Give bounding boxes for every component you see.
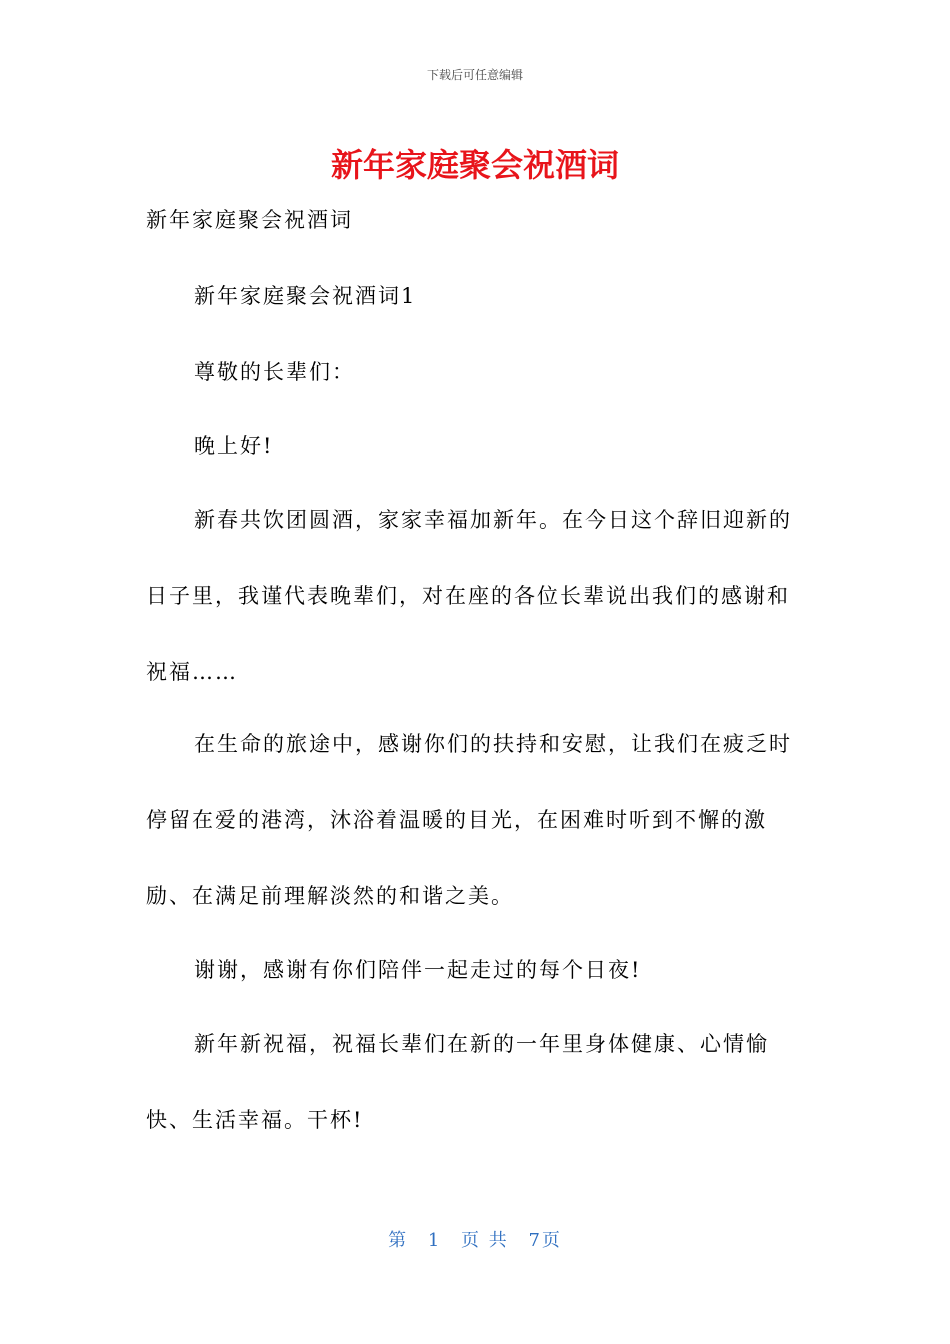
document-subtitle: 新年家庭聚会祝酒词 — [146, 208, 353, 232]
footer-total-pages: 7页 — [528, 1230, 562, 1251]
page-footer — [0, 1226, 950, 1252]
paragraph-1: 新春共饮团圆酒，家家幸福加新年。在今日这个辞旧迎新的日子里，我谨代表晚辈们，对在座的各位长辈说出我们的感谢和祝福…… — [146, 508, 792, 684]
footer-mid: 页 共 — [461, 1230, 509, 1251]
section-heading: 新年家庭聚会祝酒词1 — [194, 284, 417, 308]
document-title: 新年家庭聚会祝酒词 — [330, 146, 619, 184]
paragraph-4: 新年新祝福，祝福长辈们在新的一年里身体健康、心情愉快、生活幸福。干杯! — [146, 1032, 769, 1132]
footer-prefix: 第 — [388, 1230, 409, 1251]
salutation: 尊敬的长辈们： — [194, 360, 355, 384]
paragraph-2: 在生命的旅途中，感谢你们的扶持和安慰，让我们在疲乏时停留在爱的港湾，沐浴着温暖的目光，在困难时听到不懈的激励、在满足前理解淡然的和谐之美。 — [146, 732, 792, 908]
header-note: 下载后可任意编辑 — [426, 68, 523, 82]
footer-current-page: 1 — [427, 1230, 442, 1251]
paragraph-3: 谢谢，感谢有你们陪伴一起走过的每个日夜! — [194, 958, 642, 982]
greeting: 晚上好! — [194, 434, 274, 458]
